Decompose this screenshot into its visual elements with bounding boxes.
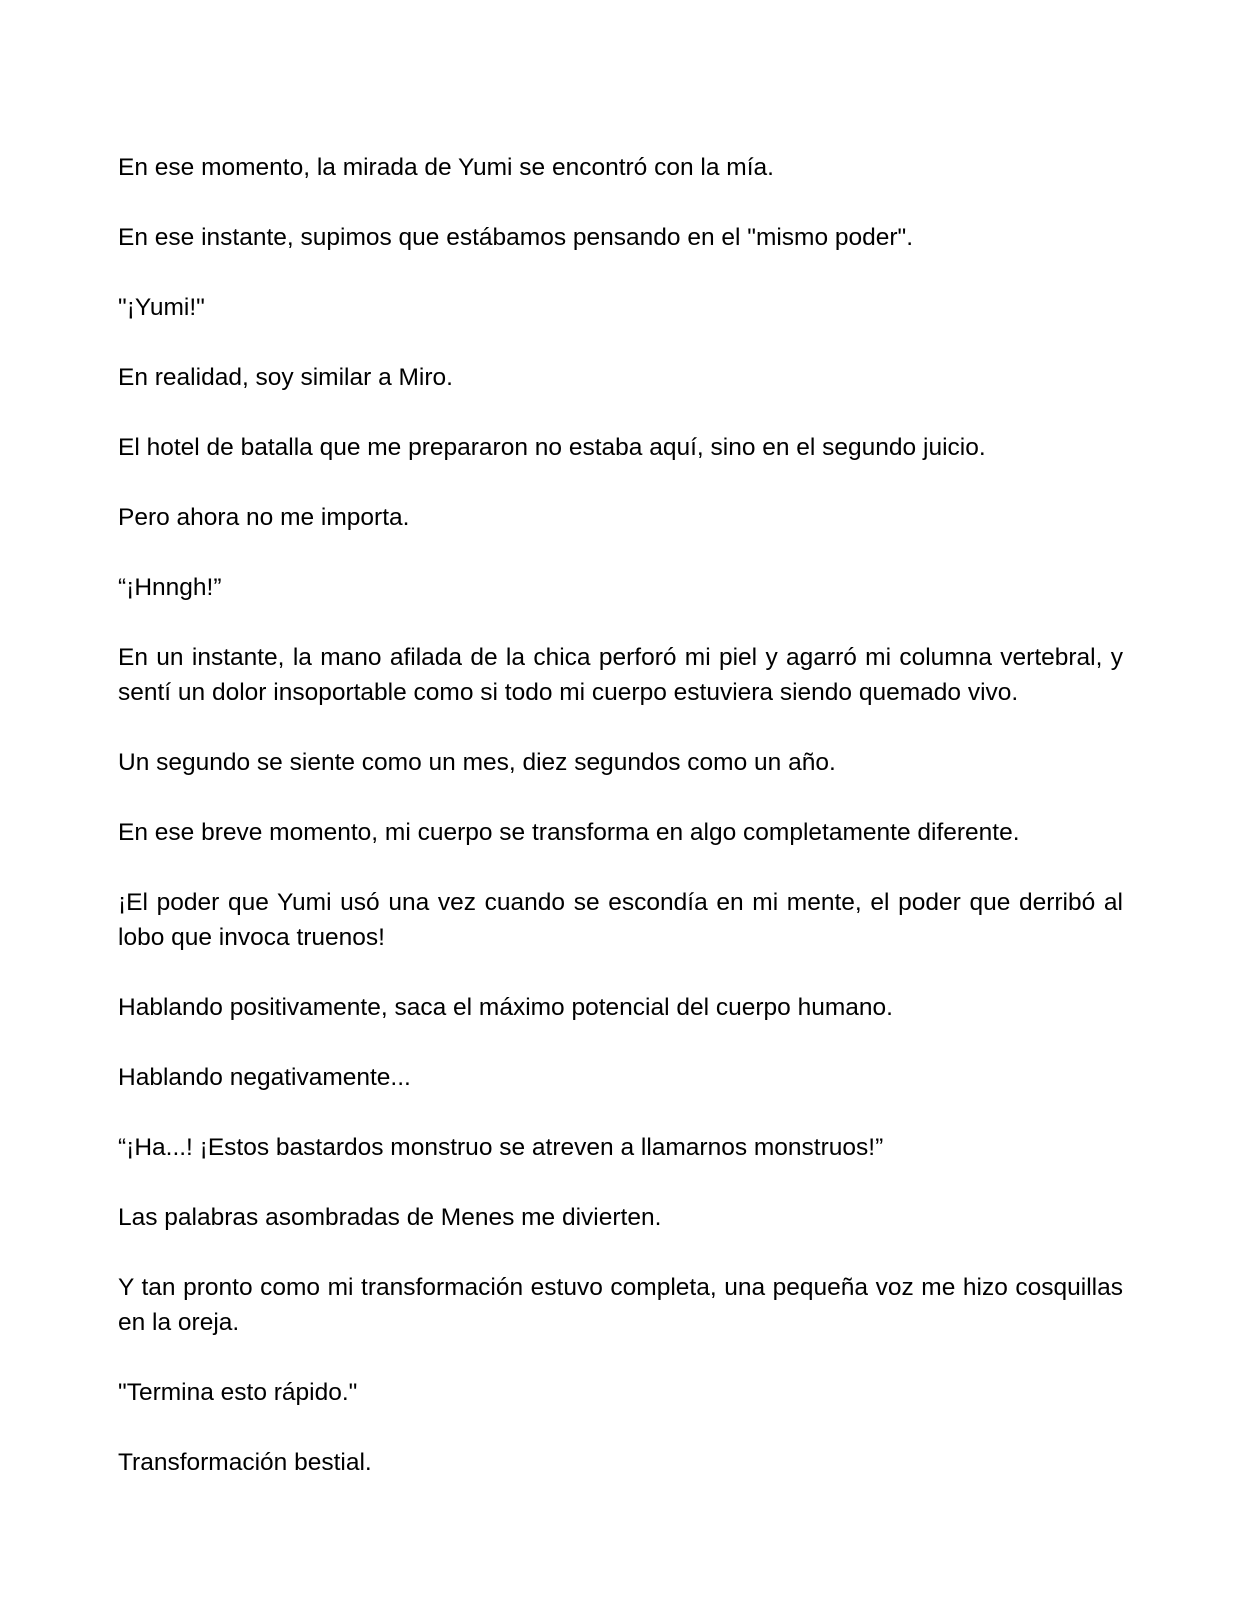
paragraph: Pero ahora no me importa. [118,504,410,531]
paragraph: Hablando positivamente, saca el máximo potencial del cuerpo humano. [118,994,893,1021]
paragraph: El hotel de batalla que me prepararon no estaba aquí, sino en el segundo juicio. [118,434,986,461]
paragraph: En un instante, la mano afilada de la chica perforó mi piel y agarró mi columna vertebral, y sentí un dolor insoportable como si todo mi cuerpo estuviera siendo quemado vivo. [118,644,1123,706]
paragraph: ¡El poder que Yumi usó una vez cuando se escondía en mi mente, el poder que derribó al lobo que invoca truenos! [118,889,1123,951]
document-body [118,150,1123,1515]
paragraph: "Termina esto rápido." [118,1379,358,1406]
paragraph: “¡Hnngh!” [118,574,222,601]
paragraph: Un segundo se siente como un mes, diez segundos como un año. [118,749,836,776]
paragraph: En realidad, soy similar a Miro. [118,364,453,391]
paragraph: “¡Ha...! ¡Estos bastardos monstruo se atreven a llamarnos monstruos!” [118,1134,884,1161]
paragraph: En ese momento, la mirada de Yumi se encontró con la mía. [118,154,774,181]
paragraph: "¡Yumi!" [118,294,205,321]
paragraph: En ese breve momento, mi cuerpo se transforma en algo completamente diferente. [118,819,1020,846]
paragraph: Y tan pronto como mi transformación estuvo completa, una pequeña voz me hizo cosquillas en la oreja. [118,1274,1123,1336]
paragraph: Transformación bestial. [118,1449,372,1476]
paragraph: Las palabras asombradas de Menes me divierten. [118,1204,662,1231]
paragraph: Hablando negativamente... [118,1064,411,1091]
paragraph: En ese instante, supimos que estábamos pensando en el "mismo poder". [118,224,914,251]
